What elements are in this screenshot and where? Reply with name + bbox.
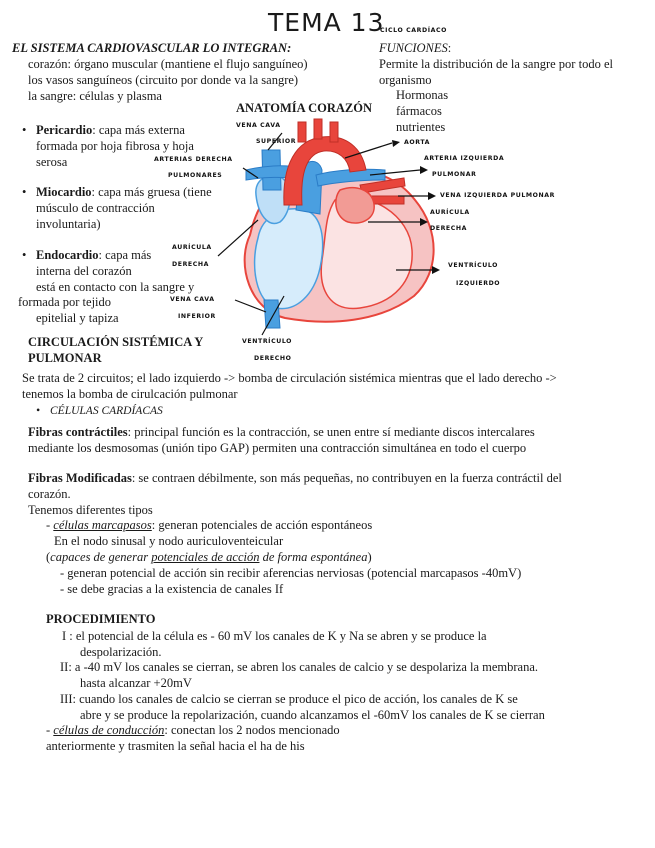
procedure-heading: PROCEDIMIENTO [46,612,156,626]
functions-line: organismo [379,73,432,87]
label-venas-pulmonares: VENA IZQUIERDA PULMONAR [440,192,556,199]
label-arterias-pulmonares: ARTERIAS DERECHA [154,156,233,163]
label-auricula-derecha: DERECHA [172,261,210,268]
functions-line: Permite la distribución de la sangre por todo el [379,57,613,71]
circulation-heading: CIRCULACIÓN SISTÉMICA Y [28,335,204,349]
endocardio-line: • Endocardio: capa más [36,247,151,263]
label-ventriculo-derecho: DERECHO [254,355,292,362]
procedure-step: hasta alcanzar +20mV [80,676,192,690]
endocardio-line: está en contacto con la sangre y [36,280,195,294]
conduction-line: - células de conducción: conectan los 2 nodos mencionado [46,723,340,737]
label-ventriculo-izquierdo: VENTRÍCULO [448,262,499,269]
intro-heading: EL SISTEMA CARDIOVASCULAR LO INTEGRAN: [12,41,292,55]
cells-heading: • CÉLULAS CARDÍACAS [50,404,163,419]
pericardio-line: formada por hoja fibrosa y hoja [36,139,194,153]
label-arteria-izquierda: PULMONAR [432,171,477,178]
intro-line: corazón: órgano muscular (mantiene el flujo sanguíneo) [28,57,308,71]
pacemaker-sub: - generan potencial de acción sin recibir aferencias nerviosas (potencial marcapasos -40mV) [60,566,522,580]
pacemaker-note: (capaces de generar potenciales de acción de forma espontánea) [46,550,372,564]
label-ventriculo-derecho: VENTRÍCULO [242,338,293,345]
pericardio-line: serosa [36,155,68,169]
conduction-line: anteriormente y trasmiten la señal hacia el ha de his [46,739,305,753]
label-auricula-derecha: AURÍCULA [172,244,212,251]
procedure-step: despolarización. [80,645,162,659]
label-auricula-izquierda: DERECHA [430,225,468,232]
contractile-line: mediante los desmosomas (unión tipo GAP) permiten una contracción simultánea en todo el cuerpo [28,441,527,455]
aortic-branch [298,122,306,142]
endocardio-line: interna del corazón [36,264,132,278]
intro-line: la sangre: células y plasma [28,89,162,103]
circulation-text: tenemos la bomba de cirulcación pulmonar [22,387,238,401]
circulation-heading: PULMONAR [28,351,102,365]
label-ventriculo-izquierdo: IZQUIERDO [456,280,501,287]
arrow-head [432,266,440,274]
label-auricula-izquierda: AURÍCULA [430,209,470,216]
pacemaker-line: - células marcapasos: generan potenciales de acción espontáneos [46,518,373,532]
functions-item: Hormonas [396,88,449,102]
functions-item: fármacos [396,104,442,118]
label-arterias-pulmonares: PULMONARES [168,172,223,179]
inferior-vena-cava [264,300,280,328]
title-note: CICLO CARDÍACO [380,27,448,34]
page-title: TEMA 13 [268,8,385,37]
left-atrium [336,188,374,223]
functions-heading: FUNCIONES: [379,41,452,55]
modified-line: Fibras Modificadas: se contraen débilmente, son más pequeñas, no contribuyen en la fuerza contráctil del [28,471,562,485]
aortic-branch [330,122,338,142]
label-vena-cava-superior: SUPERIOR [256,138,297,145]
label-vena-cava-inferior: INFERIOR [178,313,216,320]
pacemaker-sub: - se debe gracias a la existencia de canales If [60,582,284,596]
miocardio-line: involuntaria) [36,217,101,231]
circulation-text: Se trata de 2 circuitos; el lado izquierdo -> bomba de circulación sistémica mientras que el lado derecho -> [22,371,557,385]
anatomy-heading: ANATOMÍA CORAZÓN [236,101,373,115]
endocardio-line: formada por tejido [18,295,112,309]
procedure-step: I : el potencial de la célula es - 60 mV los canales de K y Na se abren y se produce la [62,629,487,643]
miocardio-line: • Miocardio: capa más gruesa (tiene [36,184,212,200]
arrow-head [392,140,400,147]
label-arteria-izquierda: ARTERIA IZQUIERDA [424,155,505,162]
procedure-step: II: a -40 mV los canales se cierran, se abren los canales de calcio y se despolariza la membrana. [60,660,539,674]
arrow-head [420,166,428,174]
pacemaker-line: En el nodo sinusal y nodo auriculoventeicular [54,534,284,548]
modified-line: corazón. [28,487,71,501]
pericardio-line: • Pericardio: capa más externa [36,122,185,138]
aortic-branch [314,119,322,139]
endocardio-line: epitelial y tapiza [36,311,119,325]
functions-item: nutrientes [396,120,446,134]
contractile-line: Fibras contráctiles: principal función es la contracción, se unen entre sí mediante discos intercalares [28,425,535,439]
label-vena-cava-superior: VENA CAVA [236,122,281,129]
label-vena-cava-inferior: VENA CAVA [170,296,215,303]
intro-line: los vasos sanguíneos (circuito por donde va la sangre) [28,73,299,87]
arrow-head [428,192,436,200]
label-aorta: AORTA [404,139,431,146]
procedure-step: III: cuando los canales de calcio se cierran se produce el pico de acción, los canales de K se [60,692,518,706]
miocardio-line: músculo de contracción [36,201,155,215]
types-line: Tenemos diferentes tipos [28,503,153,517]
procedure-step: abre y se produce la repolarización, cuando alcanzamos el -60mV los canales de K se cierran [80,708,545,722]
